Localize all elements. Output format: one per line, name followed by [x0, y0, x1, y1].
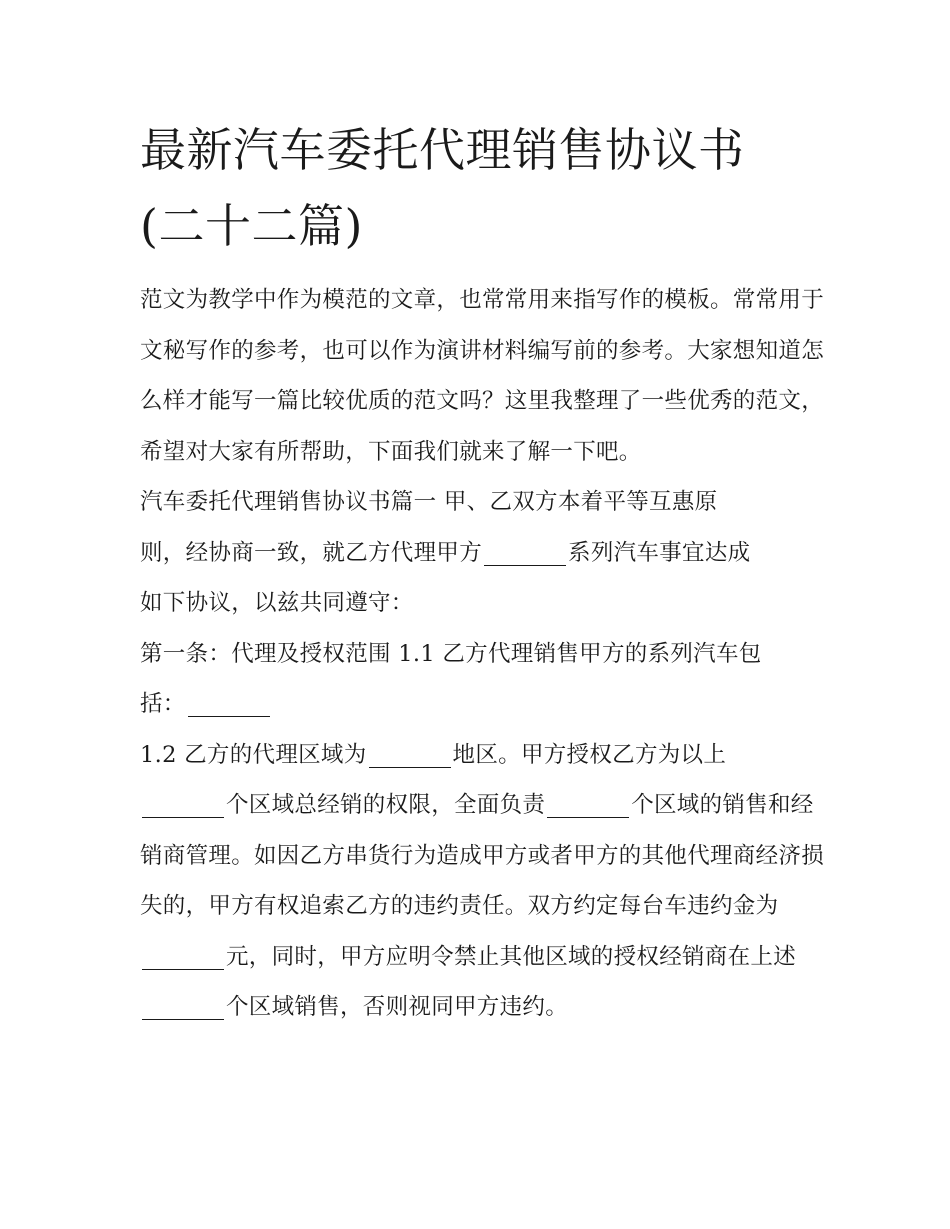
title-line-2: (二十二篇): [140, 199, 363, 253]
clause-text-6: 个区域销售，否则视同甲方违约。: [226, 994, 569, 1020]
document-body: [140, 275, 830, 1033]
preamble-line-2b: 系列汽车事宜达成: [568, 539, 751, 566]
blank-field: [142, 968, 224, 970]
intro-paragraph: 范文为教学中作为模范的文章，也常常用来指写作的模板。常常用于文秘写作的参考，也可以作为演讲材料编写前的参考。大家想知道怎么样才能写一篇比较优质的范文吗？这里我整理了一些优秀的范文，希望对大家有所帮助，下面我们就来了解一下吧。: [140, 287, 825, 465]
clause-text-4: 个区域的销售和经销商管理。如因乙方串货行为造成甲方或者甲方的其他代理商经济损失的，甲方有权追索乙方的违约责任。双方约定每台车违约金为: [140, 792, 825, 919]
clause-text-1: 1.2 乙方的代理区域为: [140, 741, 367, 768]
blank-field: [188, 715, 270, 717]
document-title: [140, 112, 820, 264]
article-one: [140, 629, 830, 730]
agreement-preamble: [140, 477, 830, 629]
blank-field: [369, 766, 451, 768]
article-one-line-1: 第一条：代理及授权范围 1.1 乙方代理销售甲方的系列汽车包: [140, 640, 762, 667]
title-line-1: 最新汽车委托代理销售协议书: [140, 123, 745, 177]
blank-field: [547, 816, 629, 818]
preamble-line-3: 如下协议，以兹共同遵守：: [140, 590, 414, 616]
preamble-line-1: 汽车委托代理销售协议书篇一 甲、乙双方本着平等互惠原: [140, 489, 718, 515]
clause-1-2: [140, 730, 830, 1033]
clause-text-2: 地区。甲方授权乙方为以上: [452, 741, 727, 768]
blank-field: [484, 564, 566, 566]
blank-field: [142, 816, 224, 818]
clause-text-5: 元，同时，甲方应明令禁止其他区域的授权经销商在上述: [226, 943, 797, 970]
blank-field: [142, 1018, 224, 1020]
preamble-line-2a: 则，经协商一致，就乙方代理甲方: [140, 539, 483, 566]
article-one-line-2: 括：: [140, 691, 186, 717]
clause-text-3: 个区域总经销的权限，全面负责: [226, 792, 546, 818]
